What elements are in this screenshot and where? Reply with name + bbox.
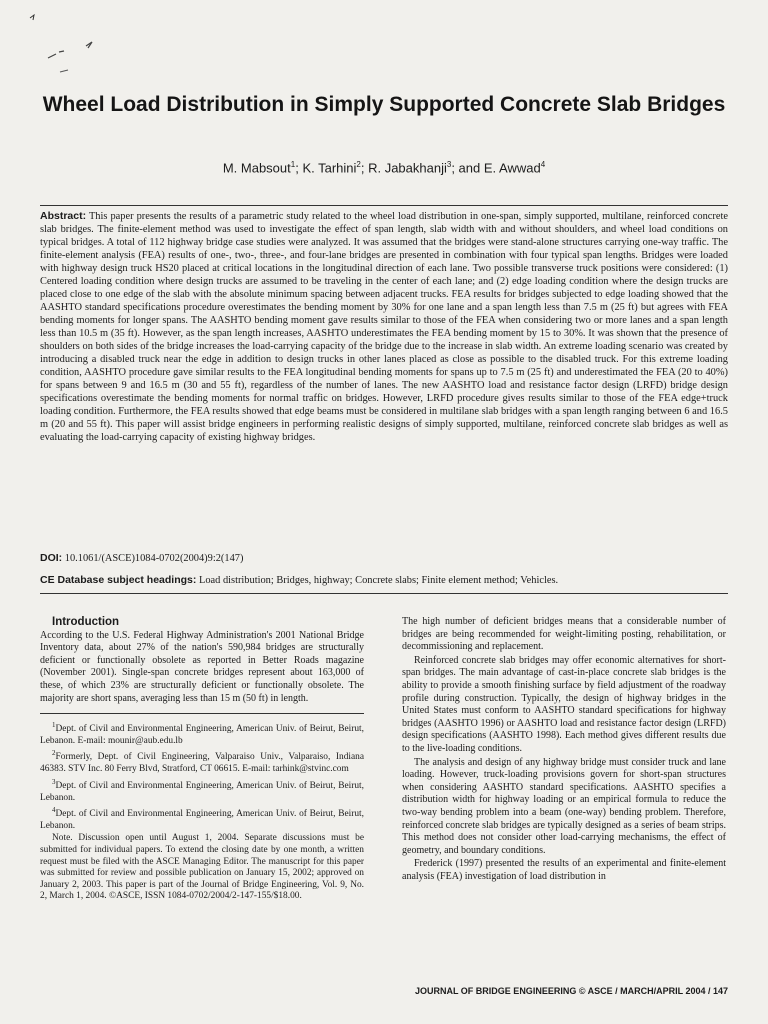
author-affiliation-mark: 1 <box>290 160 296 169</box>
journal-footer: JOURNAL OF BRIDGE ENGINEERING © ASCE / MARCH/APRIL 2004 / 147 <box>414 986 728 996</box>
body-paragraph: The analysis and design of any highway bridge must consider truck and lane loading. However, truck-loading provisions govern for short-span structures when considering AASHTO standard specifications. AASHTO specifies a distribution width for highway loading or an empirical formula to reduce the two-way bending problem into a beam (one-way) bending problem. Therefore, reinforced concrete slab bridges are typically designed as a series of beam strips. This method does not consider other load-carrying mechanisms, the effect of geometry, and boundary conditions. <box>402 756 726 856</box>
footnote-text: Formerly, Dept. of Civil Engineering, Valparaiso Univ., Valparaiso, Indiana 46383. STV Inc. 80 Ferry Blvd, Stratford, CT 06615. E-mail: tarhink@stvinc.com <box>40 752 364 775</box>
author-affiliation-mark: 3 <box>446 160 452 169</box>
subject-headings-value: Load distribution; Bridges, highway; Concrete slabs; Finite element method; Vehicles. <box>199 575 559 586</box>
right-column <box>402 616 726 884</box>
abstract-label: Abstract: <box>40 210 87 222</box>
footnote-text: Dept. of Civil and Environmental Engineering, American Univ. of Beirut, Beirut, Lebanon. <box>40 780 364 803</box>
author-name: M. Mabsout <box>222 160 291 176</box>
author-affiliation-mark: 2 <box>356 160 361 169</box>
footnote-text: Dept. of Civil and Environmental Engineering, American Univ. of Beirut, Beirut, Lebanon. <box>40 809 364 831</box>
abstract-text: This paper presents the results of a parametric study related to the wheel load distribution in one-span, simply supported, multilane, reinforced concrete slab bridges. The finite-element method was used to investigate the effect of span length, slab width with and without shoulders, and wheel load conditions on typical bridges. A total of 112 highway bridge case studies were analyzed. It was assumed that the bridges were stand-alone structures carrying one-way traffic. The finite-element analysis (FEA) results of one-, two-, three-, and four-lane bridges are presented in combination with four typical span lengths. Bridges were loaded with highway design truck HS20 placed at critical locations in the longitudinal direction of each lane. Two possible transverse truck positions were considered: (1) Centered loading condition where design trucks are assumed to be traveling in the center of each lane; and (2) edge loading condition where the design trucks are placed close to one edge of the slab with the absolute minimum spacing between adjacent trucks. FEA results for bridges subjected to edge loading showed that the AASHTO standard specifications procedure overestimates the bending moment by 30% for one lane and a span length less than 7.5 m (25 ft) but agrees with FEA bending moments for longer spans. The AASHTO bending moment gave results similar to those of the FEA when considering two or more lanes and a span length less than 10.5 m (35 ft). However, as the span length increases, AASHTO underestimates the FEA bending moment by 15 to 30%. It was shown that the presence of shoulders on both sides of the bridge increases the load-carrying capacity of the bridge due to the increase in slab width. An extreme loading scenario was created by introducing a disabled truck near the edge in addition to design trucks in other lanes placed as close as possible to the disabled truck. For this extreme loading condition, AASHTO procedure gave similar results to the FEA longitudinal bending moments for spans up to 7.5 m (25 ft) and underestimated the FEA (20 to 40%) for spans between 9 and 16.5 m (30 and 55 ft), regardless of the number of lanes. The new AASHTO load and resistance factor design (LRFD) bridge design specifications overestimate the bending moments for normal traffic on bridges. However, LRFD procedure gives results similar to those of the FEA edge+truck loading condition. Furthermore, the FEA results showed that edge beams must be considered in multilane slab bridges with a span length ranging between 6 and 16.5 m (20 and 55 ft). This paper will assist bridge engineers in performing realistic designs of simply supported, multilane, reinforced concrete slab bridges as well as evaluating the load-carrying capacity of existing highway bridges. <box>40 211 728 443</box>
footnote <box>40 777 364 804</box>
footnote-mark: 1 <box>52 721 56 730</box>
body-paragraph: The high number of deficient bridges means that a considerable number of bridges are being recommended for weight-limiting posting, rehabilitation, or decommissioning and replacement. <box>402 616 726 653</box>
footnote-mark: 2 <box>52 749 56 758</box>
author-name: R. Jabakhanji <box>368 160 447 176</box>
author-separator: ; <box>360 160 369 176</box>
author-name: K. Tarhini <box>302 160 357 176</box>
footnote-mark: 3 <box>52 777 56 786</box>
author-affiliation-mark: 4 <box>540 160 546 169</box>
author-list <box>40 160 728 175</box>
body-paragraph: Frederick (1997) presented the results of an experimental and finite-element analysis (FEA) investigation of load distribution in <box>402 858 726 882</box>
abstract-bottom-rule <box>40 593 728 594</box>
intro-paragraph: According to the U.S. Federal Highway Administration's 2001 National Bridge Inventory data, about 27% of the nation's 590,984 bridges are structurally deficient or functionally obsolete as reported in Better Roads magazine (November 2001). Single-span concrete bridges represent about 163,000 of these, of which 23% are structurally deficient or functionally obsolete. The majority are short spans, averaging less than 15 m (50 ft) in length. <box>40 629 364 704</box>
left-column <box>40 616 364 904</box>
footnote-mark: 4 <box>52 806 56 815</box>
author-separator: ; <box>295 160 303 176</box>
doi-value: 10.1061/(ASCE)1084-0702(2004)9:2(147) <box>64 553 244 564</box>
footnote <box>40 720 364 747</box>
footnote-rule <box>40 713 364 714</box>
subject-headings <box>40 574 728 586</box>
subject-headings-label: CE Database subject headings: <box>40 574 197 586</box>
section-heading-introduction: Introduction <box>52 616 120 628</box>
abstract <box>40 210 728 444</box>
doi-label: DOI: <box>40 552 63 564</box>
footnote-text: Dept. of Civil and Environmental Engineering, American Univ. of Beirut, Beirut, Lebanon. E-mail: mounir@aub.edu.lb <box>40 724 364 746</box>
author-name: E. Awwad <box>483 160 541 176</box>
doi-line <box>40 552 728 564</box>
author-separator: ; and <box>451 160 484 176</box>
footnote <box>40 748 364 775</box>
paper-title: Wheel Load Distribution in Simply Supported Concrete Slab Bridges <box>42 93 726 116</box>
footnote <box>40 805 364 832</box>
scan-artifact-marks <box>28 8 108 88</box>
body-paragraph: Reinforced concrete slab bridges may offer economic alternatives for short-span bridges. The main advantage of cast-in-place concrete slab bridges is the ability to provide a smooth finishing surface by field adjustment of the roadway profile during construction. Typically, the design of highway bridges in the United States must conform to AASHTO standard specifications for highway bridges (AASHTO 1996) or AASHTO load and resistance factor design (LRFD) design specifications (AASHTO 1998). Each method gives different results due to the live-loading conditions. <box>402 654 726 754</box>
abstract-top-rule <box>40 205 728 206</box>
discussion-note: Note. Discussion open until August 1, 2004. Separate discussions must be submitted for individual papers. To extend the closing date by one month, a written request must be filed with the ASCE Managing Editor. The manuscript for this paper was submitted for review and possible publication on January 15, 2002; approved on January 2, 2003. This paper is part of the Journal of Bridge Engineering, Vol. 9, No. 2, March 1, 2004. ©ASCE, ISSN 1084-0702/2004/2-147-155/$18.00. <box>40 833 364 902</box>
